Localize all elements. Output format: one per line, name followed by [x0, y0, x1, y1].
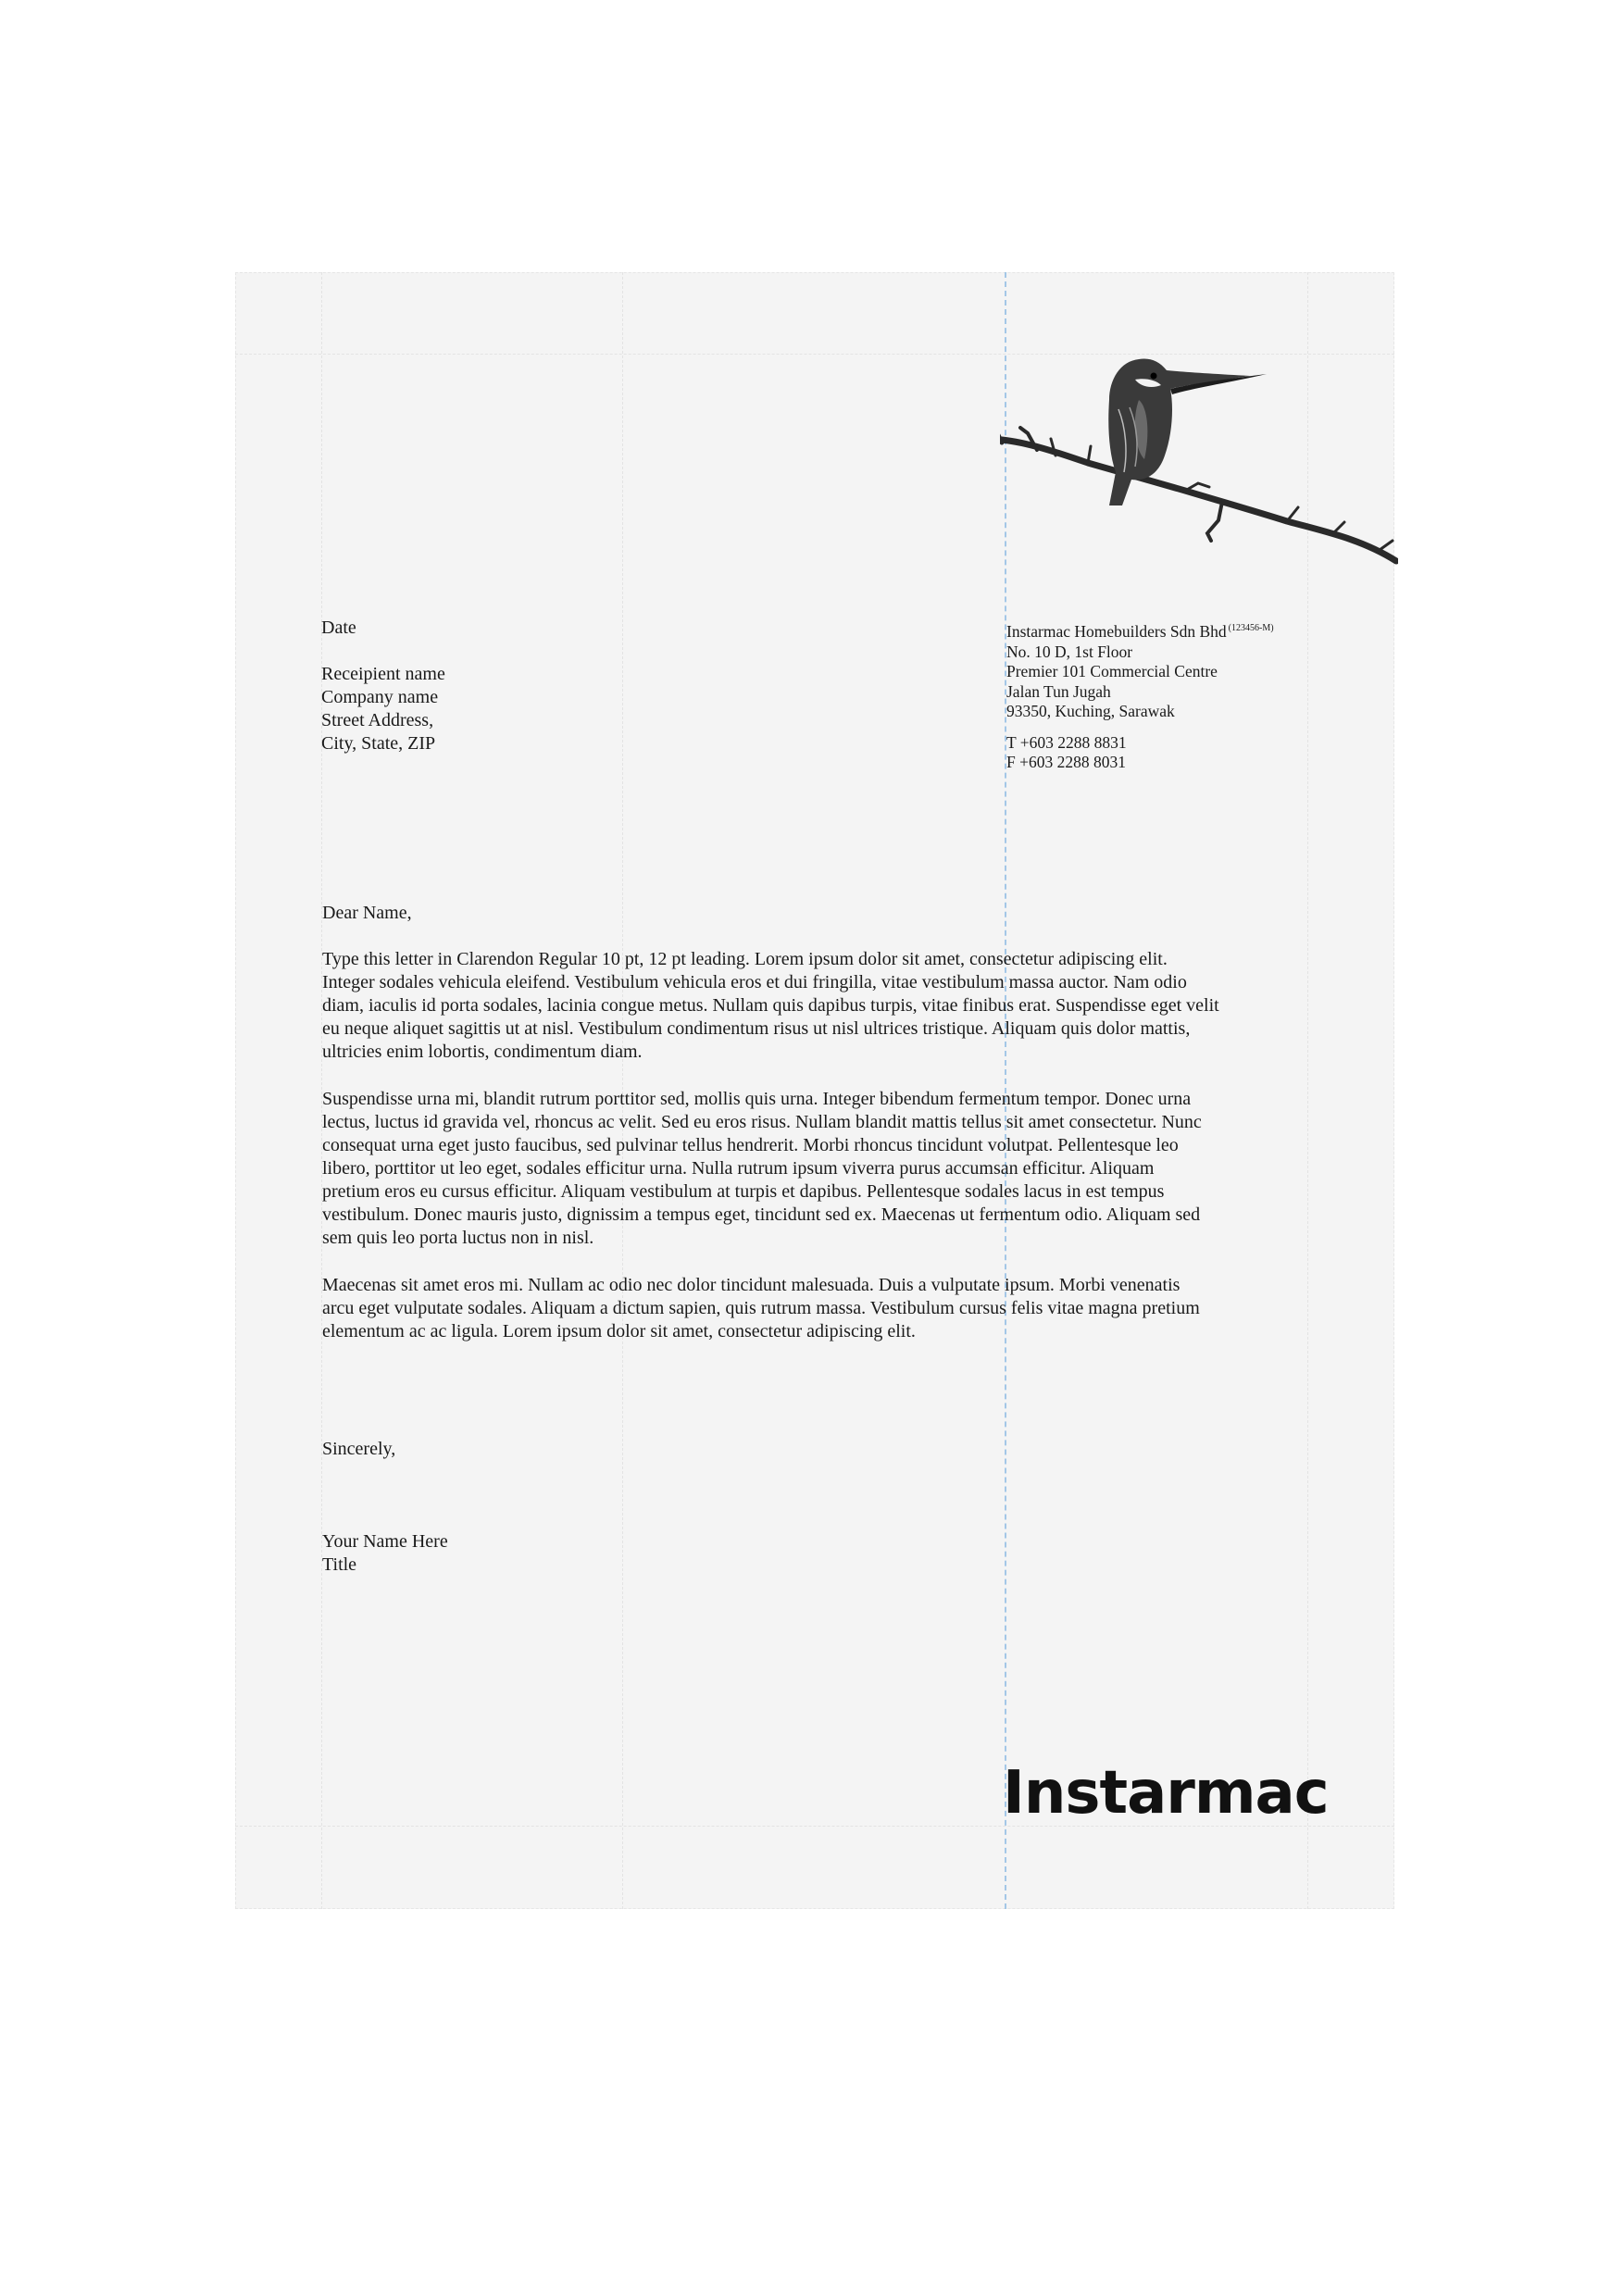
- paragraph-line: elementum ac ac ligula. Lorem ipsum dolor sit amet, consectetur adipiscing elit.: [322, 1321, 916, 1341]
- sender-address-line: 93350, Kuching, Sarawak: [1006, 702, 1175, 720]
- sender-address-line: Jalan Tun Jugah: [1006, 681, 1111, 701]
- salutation: Dear Name,: [322, 903, 412, 923]
- kingfisher-illustration: [1000, 343, 1398, 574]
- sender-registration: (123456-M): [1228, 623, 1274, 633]
- recipient-block: [321, 617, 445, 755]
- signature-name: Your Name Here: [322, 1531, 448, 1552]
- sender-phone: T +603 2288 8831: [1006, 732, 1127, 752]
- paragraph-line: pretium eros eu cursus efficitur. Aliquam vestibulum at turpis et dapibus. Pellentesque sodales lacus in est tempus: [322, 1181, 1165, 1202]
- paragraph-line: Suspendisse urna mi, blandit rutrum porttitor sed, mollis quis urna. Integer bibendum fermentum tempor. Donec urna: [322, 1089, 1192, 1109]
- sender-address-block: [1006, 618, 1274, 773]
- sender-address-line: No. 10 D, 1st Floor: [1006, 642, 1133, 661]
- sender-company-name: Instarmac Homebuilders Sdn Bhd: [1006, 622, 1227, 641]
- recipient-street: Street Address,: [321, 710, 434, 730]
- signature-title: Title: [322, 1554, 357, 1575]
- paragraph-line: Maecenas sit amet eros mi. Nullam ac odio nec dolor tincidunt malesuada. Duis a vulputate ipsum. Morbi venenatis: [322, 1275, 1181, 1295]
- sender-company: [1006, 618, 1274, 643]
- instarmac-logo: Instarmac: [1003, 1759, 1329, 1828]
- closing: Sincerely,: [322, 1439, 396, 1459]
- recipient-name: Receipient name: [321, 664, 445, 684]
- letter-date: Date: [321, 618, 356, 638]
- paragraph-line: lectus, luctus id gravida vel, rhoncus ac velit. Sed eu eros risus. Nullam blandit mattis tellus sit amet consectetur. Nunc: [322, 1112, 1202, 1132]
- spacer: [1006, 722, 1274, 733]
- recipient-company: Company name: [321, 687, 439, 707]
- body-paragraph-3: [322, 1274, 1304, 1343]
- paragraph-line: libero, porttitor ut leo eget, sodales efficitur urna. Nulla rutrum ipsum viverra purus accumsan efficitur. Aliquam: [322, 1158, 1155, 1179]
- body-paragraph-2: [322, 1088, 1304, 1250]
- sender-fax: F +603 2288 8031: [1006, 753, 1126, 771]
- paragraph-line: Integer sodales vehicula eleifend. Vestibulum vehicula eros et dui fringilla, vitae vestibulum massa auctor. Nam odio: [322, 972, 1187, 992]
- paragraph-line: sem quis leo porta luctus non in nisl.: [322, 1228, 594, 1248]
- paragraph-line: ultricies enim lobortis, condimentum diam.: [322, 1042, 643, 1062]
- sender-address-line: Premier 101 Commercial Centre: [1006, 662, 1218, 680]
- paragraph-line: consequat urna eget justo faucibus, sed pulvinar tellus hendrerit. Morbi rhoncus tincidunt volutpat. Pellentesque leo: [322, 1135, 1179, 1155]
- paragraph-line: diam, iaculis id porta sodales, lacinia congue metus. Nullam quis dapibus turpis, vitae finibus erat. Suspendisse eget velit: [322, 995, 1219, 1016]
- paragraph-line: eu neque aliquet sagittis ut at nisl. Vestibulum condimentum risus ut nisl ultrices tristique. Aliquam quis dolor mattis,: [322, 1018, 1191, 1039]
- paragraph-line: Type this letter in Clarendon Regular 10 pt, 12 pt leading. Lorem ipsum dolor sit amet, consectetur adipiscing elit.: [322, 949, 1168, 969]
- recipient-city: City, State, ZIP: [321, 733, 436, 754]
- spacer: [321, 640, 445, 663]
- paragraph-line: arcu eget vulputate sodales. Aliquam a dictum sapien, quis rutrum massa. Vestibulum cursus felis vitae magna pretium: [322, 1298, 1200, 1318]
- body-paragraph-1: [322, 948, 1304, 1064]
- paragraph-line: vestibulum. Donec mauris justo, dignissim a tempus eget, tincidunt sed ex. Maecenas ut fermentum odio. Aliquam sed: [322, 1204, 1201, 1225]
